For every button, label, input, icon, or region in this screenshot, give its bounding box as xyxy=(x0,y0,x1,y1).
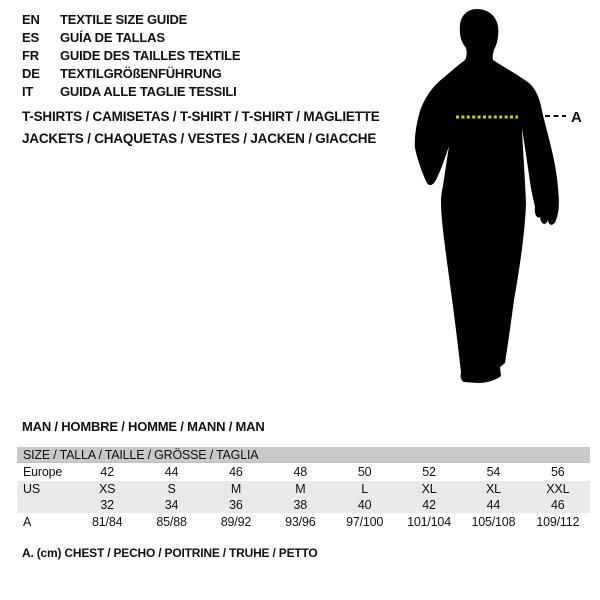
language-code: DE xyxy=(22,66,40,81)
row-label: Europe xyxy=(23,465,63,479)
size-cell: XXL xyxy=(546,482,570,496)
language-row-de xyxy=(22,65,240,83)
size-cell: 32 xyxy=(100,498,114,512)
section-title: MAN / HOMBRE / HOMME / MANN / MAN xyxy=(22,419,265,434)
garment-categories xyxy=(22,106,380,150)
size-cell: 109/112 xyxy=(536,515,580,529)
row-label: A xyxy=(23,515,32,529)
size-cell: 44 xyxy=(486,498,501,512)
table-row-us-letters xyxy=(17,481,590,497)
size-cell: 46 xyxy=(229,465,243,479)
size-cell: 54 xyxy=(486,465,501,479)
language-row-fr xyxy=(22,47,240,65)
language-code: IT xyxy=(22,84,34,99)
language-label: GUIDE DES TAILLES TEXTILE xyxy=(60,48,241,63)
size-cell: XL xyxy=(421,482,437,496)
language-list xyxy=(22,11,240,101)
language-code: ES xyxy=(22,30,39,45)
language-label: TEXTILE SIZE GUIDE xyxy=(60,12,188,27)
size-cell: 50 xyxy=(357,465,372,479)
table-row-group-us xyxy=(17,481,590,513)
size-cell: 81/84 xyxy=(92,515,123,529)
measure-label-a: A xyxy=(571,109,582,126)
size-cell: 40 xyxy=(357,498,372,512)
size-cell: 101/104 xyxy=(407,515,451,529)
size-table-header: SIZE / TALLA / TAILLE / GRÖSSE / TAGLIA xyxy=(17,447,590,463)
size-cell: 52 xyxy=(422,465,436,479)
table-row-us-numbers xyxy=(17,497,590,513)
size-cell: 97/100 xyxy=(346,515,384,529)
language-label: TEXTILGRÖßENFÜHRUNG xyxy=(60,66,222,81)
size-cell: 56 xyxy=(551,465,565,479)
size-cell: 93/96 xyxy=(285,515,316,529)
size-cell: XS xyxy=(99,482,116,496)
size-cell: 42 xyxy=(422,498,436,512)
language-label: GUIDA ALLE TAGLIE TESSILI xyxy=(60,84,237,99)
language-row-en xyxy=(22,11,240,29)
table-row-europe xyxy=(17,463,590,481)
size-cell: 89/92 xyxy=(220,515,252,529)
size-cell: 48 xyxy=(293,465,308,479)
language-label: GUÍA DE TALLAS xyxy=(60,30,165,45)
size-cell: XL xyxy=(485,482,501,496)
size-cell: 85/88 xyxy=(156,515,187,529)
man-silhouette-figure xyxy=(395,0,600,400)
category-tshirts: T-SHIRTS / CAMISETAS / T-SHIRT / T-SHIRT / MAGLIETTE xyxy=(22,109,380,124)
size-cell: 36 xyxy=(229,498,243,512)
language-row-it xyxy=(22,83,240,101)
size-cell: 42 xyxy=(100,465,114,479)
language-row-es xyxy=(22,29,240,47)
size-cell: 105/108 xyxy=(471,515,516,529)
size-cell: 38 xyxy=(293,498,308,512)
language-code: EN xyxy=(22,12,40,27)
category-jackets: JACKETS / CHAQUETAS / VESTES / JACKEN / GIACCHE xyxy=(22,131,377,146)
size-cell: M xyxy=(295,482,306,496)
size-cell: M xyxy=(230,482,242,496)
table-row-chest-a xyxy=(17,513,590,531)
size-cell: 46 xyxy=(551,498,565,512)
man-silhouette-svg xyxy=(395,0,600,400)
row-label: US xyxy=(23,482,40,496)
size-cell: L xyxy=(361,482,369,496)
size-cell: 44 xyxy=(164,465,179,479)
size-table xyxy=(17,447,590,531)
size-cell: S xyxy=(167,482,176,496)
man-silhouette xyxy=(415,9,559,383)
size-cell: 34 xyxy=(164,498,179,512)
language-code: FR xyxy=(22,48,39,63)
measurement-footnote: A. (cm) CHEST / PECHO / POITRINE / TRUHE / PETTO xyxy=(22,546,318,560)
